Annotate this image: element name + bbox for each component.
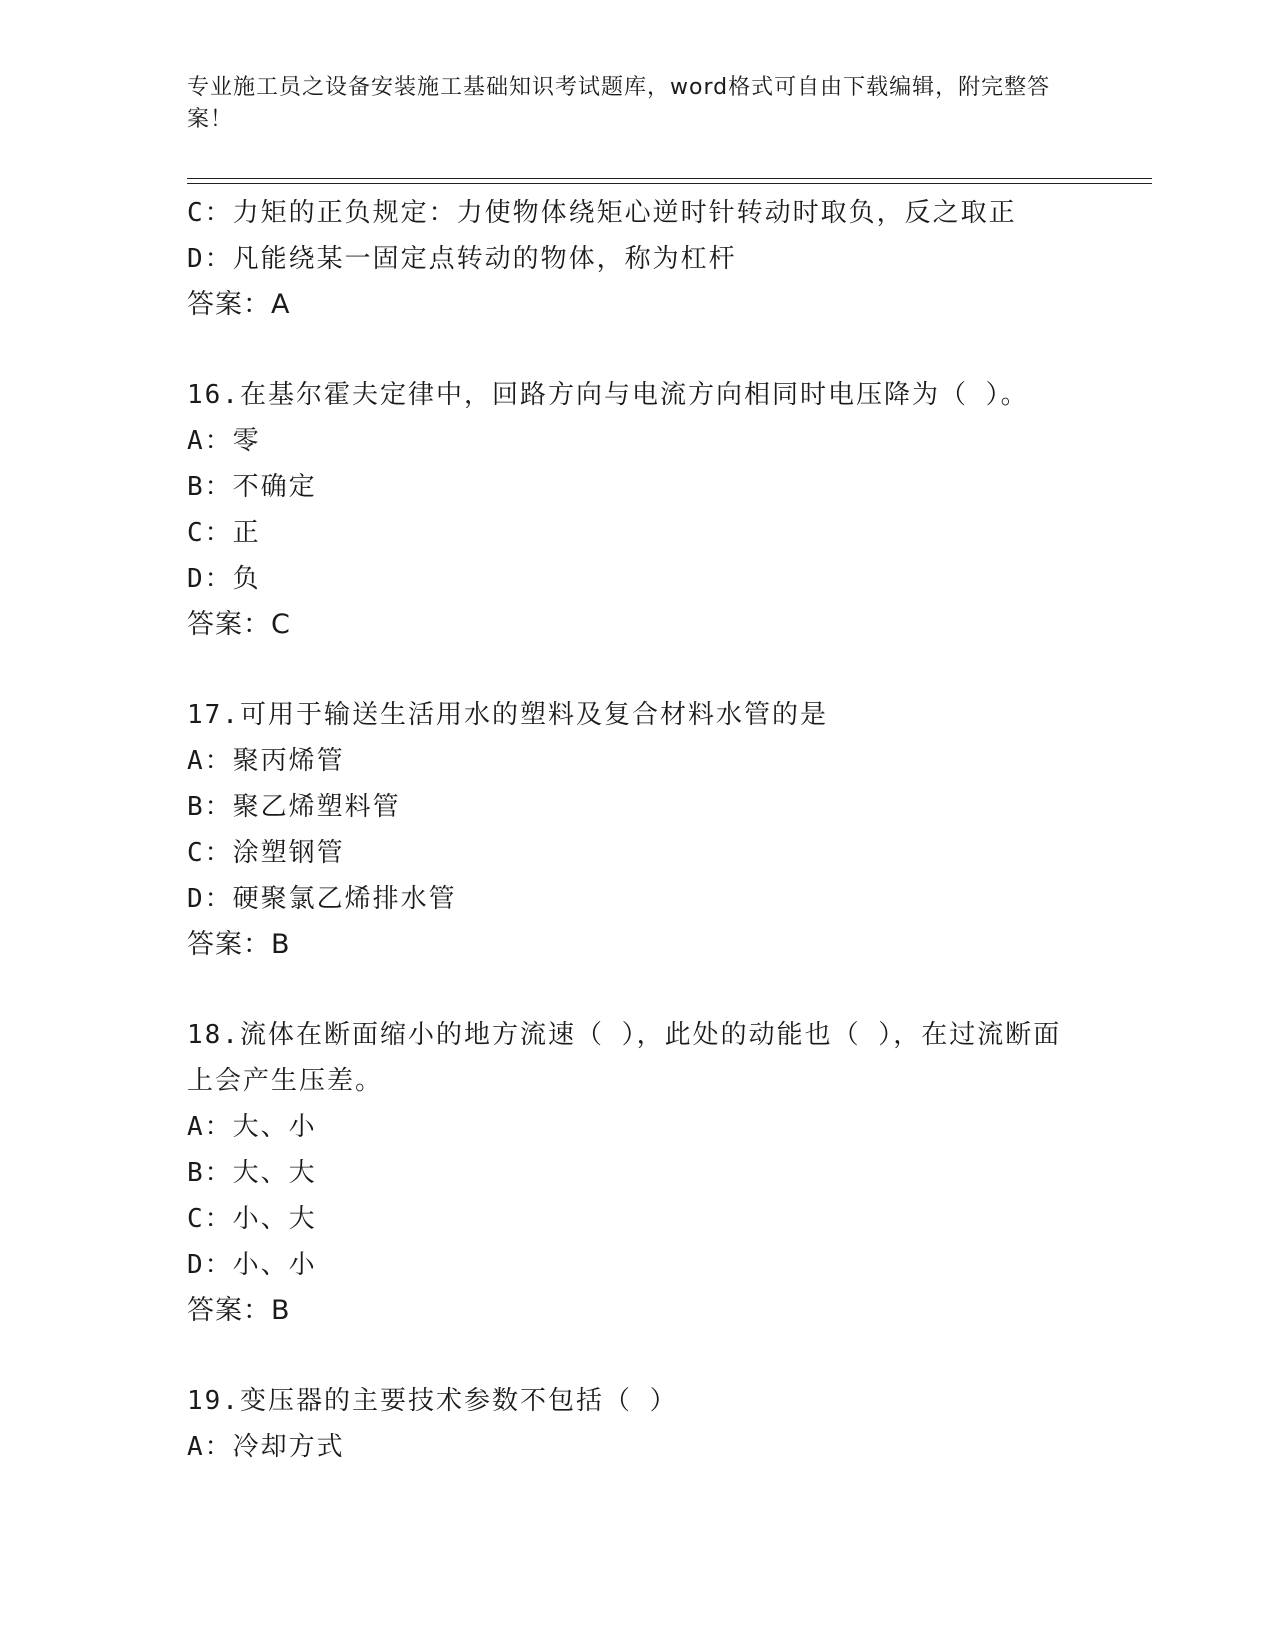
option-d: D：凡能绕某一固定点转动的物体，称为杠杆 [187,244,737,274]
question-18 [187,1012,1087,1334]
question-17 [187,692,1087,968]
option-a: A：零 [187,426,261,456]
header-rule-bottom [187,183,1152,184]
answer: 答案：C [187,609,291,640]
option-a: A：大、小 [187,1112,317,1142]
option-a: A：聚丙烯管 [187,746,345,776]
header-rule-top [187,178,1152,179]
document-header [187,72,1067,136]
question-text: 16.在基尔霍夫定律中，回路方向与电流方向相同时电压降为（ ）。 [187,380,1029,410]
question-text: 17.可用于输送生活用水的塑料及复合材料水管的是 [187,700,828,730]
option-d: D：小、小 [187,1250,317,1280]
question-15-tail [187,190,1087,328]
question-text: 19.变压器的主要技术参数不包括（ ） [187,1386,678,1416]
question-16 [187,372,1087,648]
header-text: 专业施工员之设备安装施工基础知识考试题库，word格式可自由下载编辑，附完整答案！ [187,75,1051,132]
option-b: B：聚乙烯塑料管 [187,792,401,822]
option-c: C：涂塑钢管 [187,838,345,868]
option-d: D：硬聚氯乙烯排水管 [187,884,457,914]
option-c: C：小、大 [187,1204,317,1234]
option-b: B：大、大 [187,1158,317,1188]
question-text: 18.流体在断面缩小的地方流速（ ），此处的动能也（ ），在过流断面上会产生压差。 [187,1020,1062,1096]
option-c: C：力矩的正负规定：力使物体绕矩心逆时针转动时取负，反之取正 [187,198,1017,228]
question-list [187,190,1087,1470]
option-b: B：不确定 [187,472,317,502]
answer: 答案：A [187,289,291,320]
answer: 答案：B [187,929,291,960]
option-c: C：正 [187,518,261,548]
question-19 [187,1378,1087,1470]
answer: 答案：B [187,1295,291,1326]
option-d: D：负 [187,564,261,594]
option-a: A：冷却方式 [187,1432,345,1462]
